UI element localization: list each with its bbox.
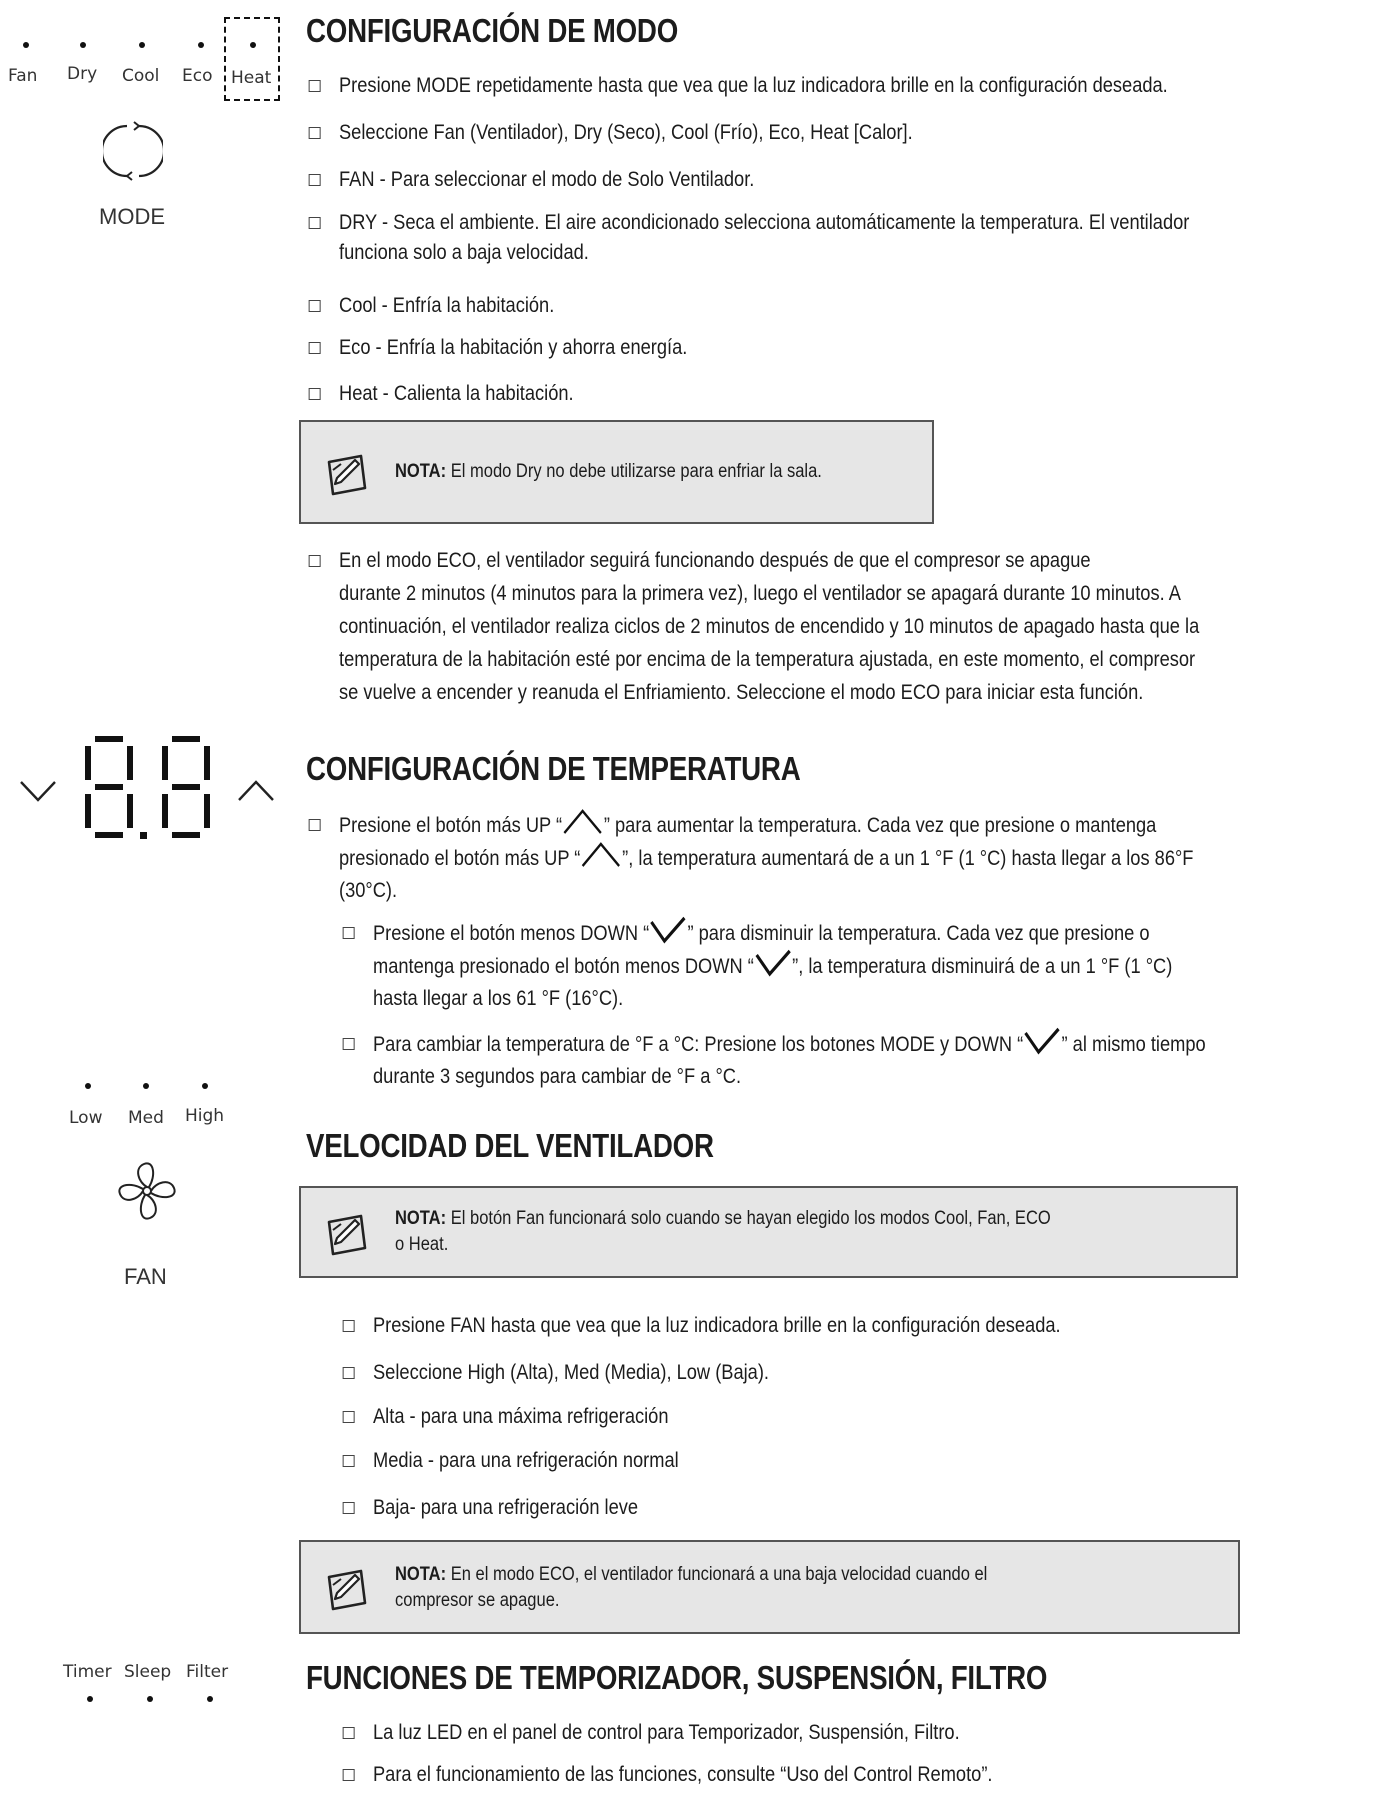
fan-button-label: FAN <box>124 1264 167 1289</box>
led-label-filter: Filter <box>186 1662 229 1682</box>
led-label-high: High <box>185 1106 225 1126</box>
list-item: Eco - Enfría la habitación y ahorra energía. <box>339 331 687 364</box>
chevron-down-icon[interactable] <box>18 778 58 804</box>
note-pencil-icon <box>321 1208 373 1260</box>
led-label-eco: Eco <box>182 66 213 86</box>
note-box <box>299 420 934 524</box>
up-arrow-icon <box>580 841 622 869</box>
led-label-low: Low <box>69 1108 103 1128</box>
fan-icon[interactable] <box>116 1160 178 1222</box>
list-item: Seleccione Fan (Ventilador), Dry (Seco), Cool (Frío), Eco, Heat [Calor]. <box>339 116 913 149</box>
led-dot <box>202 1083 208 1089</box>
list-item-continuation: funciona solo a baja velocidad. <box>339 241 589 264</box>
led-label-sleep: Sleep <box>124 1662 172 1682</box>
led-dot <box>139 42 145 48</box>
section-title-mode: CONFIGURACIÓN DE MODO <box>306 12 679 49</box>
section-title-timer-sleep-filter: FUNCIONES DE TEMPORIZADOR, SUSPENSIÓN, FILTRO <box>306 1659 1048 1696</box>
list-item: Heat - Calienta la habitación. <box>339 377 574 410</box>
led-dot <box>23 42 29 48</box>
note-pencil-icon <box>321 448 373 500</box>
list-item: Presione FAN hasta que vea que la luz indicadora brille en la configuración deseada. <box>373 1309 1061 1342</box>
list-item-continuation: mantenga presionado el botón menos DOWN “ ”, la temperatura disminuirá de a un 1 °F (1 °C) <box>373 949 1172 983</box>
list-item-continuation: presionado el botón más UP “ ”, la temperatura aumentará de a un 1 °F (1 °C) hasta llegar a los 86°F <box>339 841 1193 875</box>
note-box <box>299 1540 1240 1634</box>
list-item: Seleccione High (Alta), Med (Media), Low (Baja). <box>373 1356 769 1389</box>
section-title-fan-speed: VELOCIDAD DEL VENTILADOR <box>306 1127 714 1164</box>
mode-button-label: MODE <box>99 204 165 229</box>
led-label-fan: Fan <box>8 66 38 86</box>
list-item: Presione el botón menos DOWN “ ” para disminuir la temperatura. Cada vez que presione o <box>373 916 1150 950</box>
led-label-dry: Dry <box>67 64 98 84</box>
down-arrow-icon <box>1023 1027 1061 1055</box>
led-label-timer: Timer <box>63 1662 112 1682</box>
note-text: NOTA: El modo Dry no debe utilizarse para enfriar la sala. <box>395 461 822 482</box>
chevron-up-icon[interactable] <box>236 778 276 804</box>
mode-cycle-icon[interactable] <box>103 121 163 181</box>
list-item: Cool - Enfría la habitación. <box>339 289 554 322</box>
led-label-heat: Heat <box>231 68 272 88</box>
up-arrow-icon <box>562 808 604 836</box>
section-title-temperature: CONFIGURACIÓN DE TEMPERATURA <box>306 750 801 787</box>
led-dot <box>147 1696 153 1702</box>
list-item: La luz LED en el panel de control para Temporizador, Suspensión, Filtro. <box>373 1716 960 1749</box>
led-dot <box>198 42 204 48</box>
led-label-cool: Cool <box>122 66 160 86</box>
list-item: DRY - Seca el ambiente. El aire acondicionado selecciona automáticamente la temperatura. El ventilador <box>339 206 1189 239</box>
list-item: FAN - Para seleccionar el modo de Solo Ventilador. <box>339 163 754 196</box>
led-dot <box>80 42 86 48</box>
note-text: NOTA: El botón Fan funcionará solo cuando se hayan elegido los modos Cool, Fan, ECO o Heat. <box>395 1208 1051 1255</box>
heat-highlight-box <box>224 17 280 101</box>
list-item: Baja- para una refrigeración leve <box>373 1491 638 1524</box>
list-item: En el modo ECO, el ventilador seguirá funcionando después de que el compresor se apague <box>339 544 1091 577</box>
list-item-continuation: temperatura de la habitación esté por encima de la temperatura ajustada, en este momento, el compresor <box>339 648 1196 671</box>
led-dot <box>207 1696 213 1702</box>
led-dot <box>87 1696 93 1702</box>
list-item-continuation: se vuelve a encender y reanuda el Enfriamiento. Seleccione el modo ECO para iniciar esta función. <box>339 681 1144 704</box>
list-item-continuation: hasta llegar a los 61 °F (16°C). <box>373 987 624 1010</box>
list-item-continuation: (30°C). <box>339 879 398 902</box>
led-dot <box>85 1083 91 1089</box>
list-item-continuation: continuación, el ventilador realiza ciclos de 2 minutos de encendido y 10 minutos de apagado hasta que la <box>339 615 1200 638</box>
list-item-continuation: durante 2 minutos (4 minutos para la primera vez), luego el ventilador se apagará durante 10 minutos. A <box>339 582 1181 605</box>
note-text: NOTA: En el modo ECO, el ventilador funcionará a una baja velocidad cuando el compresor se apague. <box>395 1564 988 1611</box>
led-label-med: Med <box>128 1108 164 1128</box>
list-item: Para el funcionamiento de las funciones, consulte “Uso del Control Remoto”. <box>373 1758 992 1791</box>
list-item: Media - para una refrigeración normal <box>373 1444 679 1477</box>
down-arrow-icon <box>754 949 792 977</box>
led-dot <box>143 1083 149 1089</box>
list-item: Alta - para una máxima refrigeración <box>373 1400 669 1433</box>
note-box <box>299 1186 1238 1278</box>
list-item-continuation: durante 3 segundos para cambiar de °F a °C. <box>373 1065 742 1088</box>
list-item: Presione MODE repetidamente hasta que vea que la luz indicadora brille en la configuración deseada. <box>339 69 1168 102</box>
list-item: Para cambiar la temperatura de °F a °C: Presione los botones MODE y DOWN “ ” al mismo tiempo <box>373 1027 1206 1061</box>
list-item: Presione el botón más UP “ ” para aumentar la temperatura. Cada vez que presione o mantenga <box>339 808 1156 842</box>
decimal-point <box>140 832 147 839</box>
down-arrow-icon <box>649 916 687 944</box>
note-pencil-icon <box>321 1563 373 1615</box>
